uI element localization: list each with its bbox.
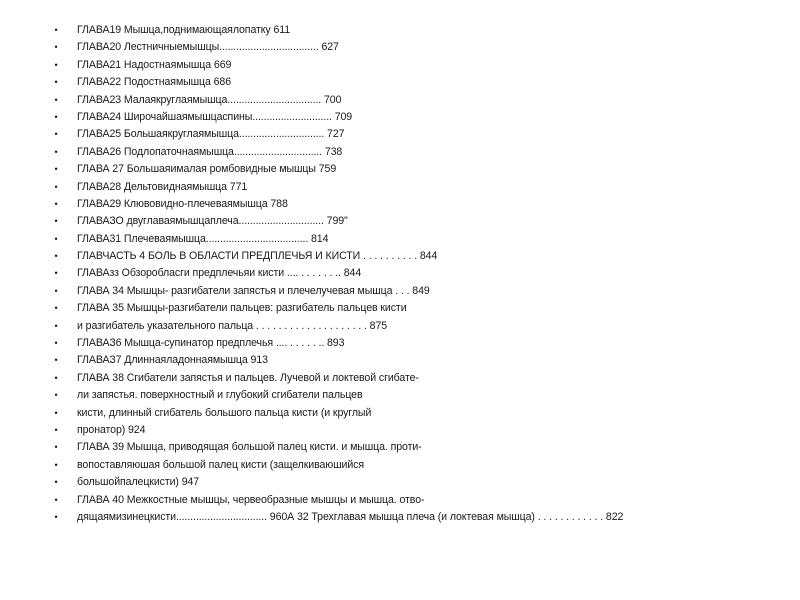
toc-entry: [0, 474, 800, 491]
toc-entry-text: ГЛАВА 39 Мышца, приводящая большой палец кисти. и мышца. проти-: [77, 441, 422, 454]
toc-entry: [0, 57, 800, 74]
toc-entry: [0, 439, 800, 456]
bullet-icon: •: [54, 181, 58, 192]
toc-entry-text: ГЛАВА25 Большаякруглаямышца.............................. 727: [77, 128, 345, 141]
bullet-icon: •: [54, 338, 58, 349]
toc-entry-text: вопоставляюшая большой палец кисти (защелкиваюшийся: [77, 458, 364, 471]
bullet-icon: •: [54, 303, 58, 314]
toc-entry: [0, 422, 800, 439]
bullet-icon: •: [54, 42, 58, 53]
toc-entry-text: ГЛАВА 38 Сгибатели запястья и пальцев. Лучевой и локтевой сгибате-: [77, 371, 419, 384]
toc-entry: [0, 265, 800, 282]
toc-entry: [0, 179, 800, 196]
bullet-icon: •: [54, 285, 58, 296]
toc-entry: [0, 126, 800, 143]
toc-entry: [0, 492, 800, 509]
toc-entry-text: ГЛАВЧАСТЬ 4 БОЛЬ В ОБЛАСТИ ПРЕДПЛЕЧЬЯ И КИСТИ . . . . . . . . . . 844: [77, 250, 438, 263]
toc-entry: [0, 213, 800, 230]
toc-entry: [0, 144, 800, 161]
toc-entry-text: ГЛАВАЗ6 Мышца-супинатор предплечья .... . . . . . .. 893: [77, 337, 345, 350]
bullet-icon: •: [54, 25, 58, 35]
bullet-icon: •: [54, 111, 58, 122]
toc-entry: [0, 39, 800, 56]
toc-entry-text: ГЛАВА28 Дельтовиднаямышца 771: [77, 180, 248, 193]
bullet-icon: •: [54, 94, 58, 105]
toc-entry: [0, 335, 800, 352]
toc-entry-text: ГЛАВА 40 Межкостные мышцы, червеобразные мышцы и мышца. отво-: [77, 493, 425, 506]
bullet-icon: •: [54, 390, 58, 401]
toc-entry: [0, 231, 800, 248]
toc-entry: [0, 300, 800, 317]
toc-entry-text: ГЛАВА20 Лестничныемышцы................................... 627: [77, 41, 339, 54]
toc-entry: [0, 387, 800, 404]
bullet-icon: •: [54, 459, 58, 470]
toc-entry: [0, 248, 800, 265]
toc-entry: [0, 22, 800, 39]
bullet-icon: •: [54, 59, 58, 70]
bullet-icon: •: [54, 146, 58, 157]
toc-entry-text: ГЛАВА 35 Мышцы-разгибатели пальцев: разгибатель пальцев кисти: [77, 302, 407, 315]
bullet-icon: •: [54, 129, 58, 140]
bullet-icon: •: [54, 424, 58, 435]
toc-entry: [0, 509, 800, 526]
toc-entry-text: ГЛАВАЗ7 Длиннаяладоннаямышца 913: [77, 354, 268, 367]
toc-entry: [0, 283, 800, 300]
toc-entry-text: ГЛАВА19 Мышца,поднимающаялопатку 611: [77, 24, 291, 36]
toc-entry: [0, 196, 800, 213]
bullet-icon: •: [54, 164, 58, 175]
toc-entry-text: ГЛАВА23 Малаякруглаямышца................................. 700: [77, 93, 342, 106]
bullet-icon: •: [54, 233, 58, 244]
toc-entry-text: ГЛАВА24 Широчайшаямышцаспины............................ 709: [77, 110, 353, 123]
toc-entry: [0, 92, 800, 109]
toc-entry: [0, 74, 800, 91]
bullet-icon: •: [54, 477, 58, 488]
bullet-icon: •: [54, 268, 58, 279]
toc-entry-text: и разгибатель указательного пальца . . . . . . . . . . . . . . . . . . . . 875: [77, 319, 388, 332]
toc-entry: [0, 318, 800, 335]
bullet-icon: •: [54, 372, 58, 383]
table-of-contents: [0, 22, 800, 526]
bullet-icon: •: [54, 77, 58, 88]
bullet-icon: •: [54, 494, 58, 505]
toc-entry: [0, 457, 800, 474]
toc-entry-text: большойпалецкисти) 947: [77, 476, 200, 489]
toc-entry-text: ГЛАВА29 Клювовидно-плечеваямышца 788: [77, 197, 288, 210]
bullet-icon: •: [54, 407, 58, 418]
toc-entry-text: ГЛАВА21 Надостнаямышца 669: [77, 58, 232, 71]
bullet-icon: •: [54, 511, 58, 522]
bullet-icon: •: [54, 251, 58, 262]
bullet-icon: •: [54, 355, 58, 366]
toc-entry-text: ГЛАВА 34 Мышцы- разгибатели запястья и плечелучевая мышца . . . 849: [77, 284, 430, 297]
toc-entry-text: ГЛАВА31 Плечеваямышца.................................... 814: [77, 232, 329, 245]
toc-entry-text: ГЛАВАзз Обзоробласги предплечьяи кисти .... . . . . . . .. 844: [77, 267, 362, 280]
toc-entry-text: ли запястья. поверхностный и глубокий сгибатели пальцев: [77, 389, 363, 402]
toc-entry-text: кисти, длинный сгибатель большого пальца кисти (и круглый: [77, 406, 372, 419]
bullet-icon: •: [54, 216, 58, 227]
toc-entry: [0, 161, 800, 178]
toc-entry-text: ГЛАВАЗО двуглаваямышцаплеча.............................. 799": [77, 215, 348, 228]
bullet-icon: •: [54, 198, 58, 209]
toc-entry-text: пронатор) 924: [77, 423, 146, 436]
toc-entry-text: ГЛАВА26 Подлопаточнаямышца............................... 738: [77, 145, 343, 158]
bullet-icon: •: [54, 320, 58, 331]
toc-entry: [0, 405, 800, 422]
toc-entry: [0, 370, 800, 387]
toc-entry: [0, 352, 800, 369]
toc-entry: [0, 109, 800, 126]
toc-entry-text: дящаямизинецкисти................................ 960А 32 Трехглавая мышца плеча (и локтевая мышца) . . . . . . . . . . . . 822: [77, 510, 624, 523]
bullet-icon: •: [54, 442, 58, 453]
toc-entry-text: ГЛАВА 27 Большаяималая ромбовидные мышцы 759: [77, 163, 337, 176]
toc-entry-text: ГЛАВА22 Подостнаямышца 686: [77, 76, 232, 89]
